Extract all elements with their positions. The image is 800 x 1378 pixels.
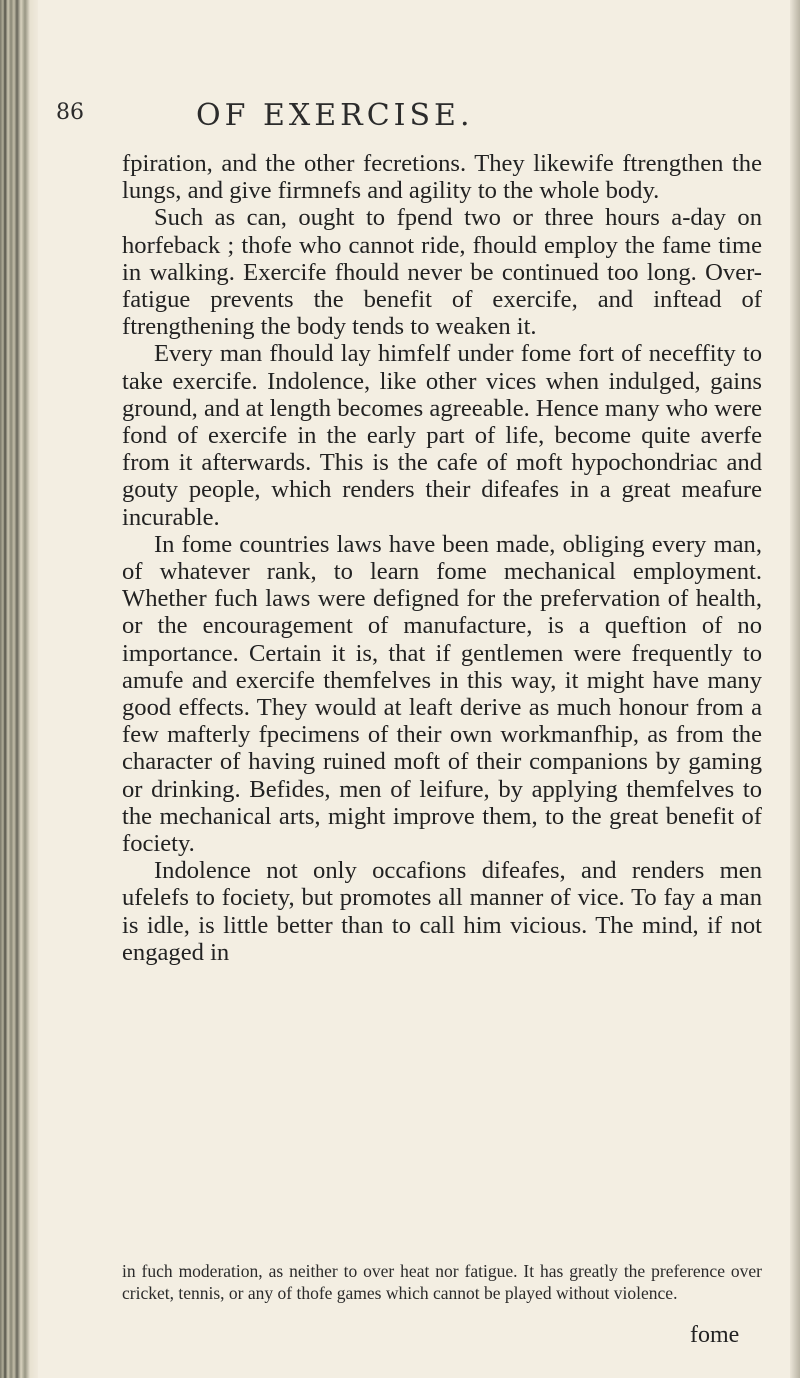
paragraph: Indolence not only occafions difeafes, and renders men ufelefs to fociety, but promotes all manner of vice. To fay a man is idle, is little better than to call him vicious. The mind, if not engaged in (122, 857, 762, 966)
paragraph: In fome countries laws have been made, obliging every man, of whatever rank, to learn fome mechanical employment. Whether fuch laws were defigned for the prefervation of health, or the encouragement of manufacture, is a queftion of no importance. Certain it is, that if gentlemen were frequently to amufe and exercife themfelves in this way, it might have many good effects. They would at leaft derive as much honour from a few mafterly fpecimens of their own workmanfhip, as from the character of having ruined moft of their companions by gaming or drinking. Befides, men of leifure, by applying themfelves to the mechanical arts, might improve them, to the great benefit of fociety. (122, 530, 762, 858)
body-text (122, 150, 762, 966)
binding-gutter (0, 0, 38, 1378)
paragraph: Such as can, ought to fpend two or three hours a-day on horfeback ; thofe who cannot ride, fhould employ the fame time in walking. Exercife fhould never be continued too long. Over-fatigue prevents the benefit of exercife, and inftead of ftrengthening the body tends to weaken it. (122, 204, 762, 341)
paragraph: fpiration, and the other fecretions. They likewife ftrengthen the lungs, and give firmnefs and agility to the whole body. (122, 150, 762, 205)
page-header (56, 100, 776, 144)
catchword: fome (690, 1322, 740, 1348)
paragraph: Every man fhould lay himfelf under fome fort of neceffity to take exercife. Indolence, like other vices when indulged, gains ground, and at length becomes agreeable. Hence many who were fond of exercife in the early part of life, become quite averfe from it afterwards. This is the cafe of moft hypochondriac and gouty people, which renders their difeafes in a great meafure incurable. (122, 340, 762, 531)
running-title: OF EXERCISE. (196, 98, 474, 133)
page-edge (790, 0, 800, 1378)
page-number: 86 (56, 100, 84, 125)
footnote: in fuch moderation, as neither to over heat nor fatigue. It has greatly the preference over cricket, tennis, or any of thofe games which cannot be played without violence. (122, 1261, 762, 1303)
